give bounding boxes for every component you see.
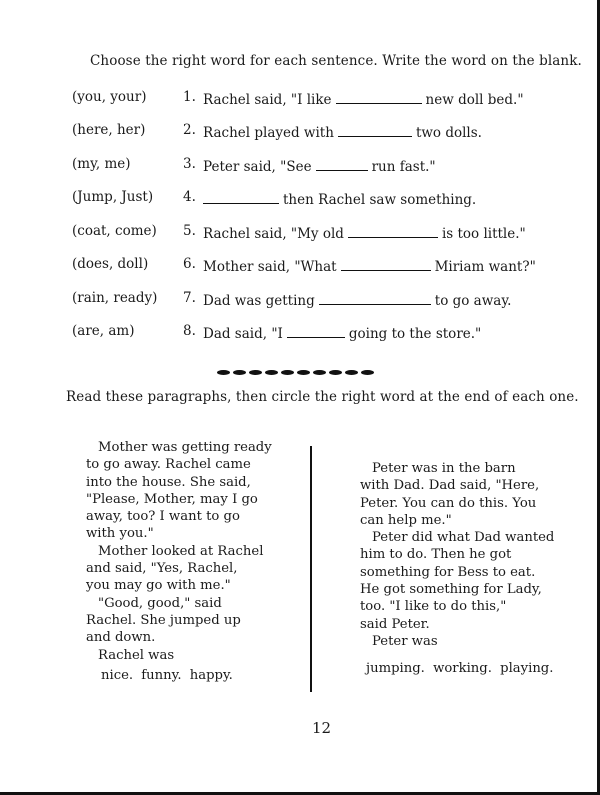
exercise-item-2 — [0, 122, 600, 142]
item-number: 2. — [183, 122, 196, 138]
story-line: with you." — [86, 526, 154, 542]
exercise-item-8 — [0, 323, 600, 343]
word-options: (does, doll) — [72, 256, 149, 272]
story-line: said Peter. — [360, 616, 430, 632]
item-number: 7. — [183, 290, 196, 306]
answer-blank[interactable] — [319, 290, 431, 305]
sentence-start: Peter said, "See — [203, 159, 312, 175]
sentence-start: Mother said, "What — [203, 259, 337, 275]
story-prompt: Rachel was — [98, 647, 175, 663]
story-line: Mother was getting ready — [98, 440, 272, 455]
story-line: and said, "Yes, Rachel, — [86, 561, 238, 577]
story-line: Peter did what Dad wanted — [372, 530, 555, 546]
sentence-end: is too little." — [441, 226, 526, 242]
answer-blank[interactable] — [338, 122, 412, 137]
story-line: with Dad. Dad said, "Here, — [360, 478, 540, 494]
item-number: 6. — [183, 256, 196, 272]
story-line: Rachel. She jumped up — [86, 612, 241, 628]
column-divider — [310, 446, 312, 692]
left-answer-choices[interactable]: nice. funny. happy. — [101, 668, 233, 683]
sentence-start: Rachel played with — [203, 125, 334, 141]
story-line: to go away. Rachel came — [86, 457, 251, 473]
story-line: and down. — [86, 630, 156, 646]
exercise-item-6 — [0, 256, 600, 276]
right-answer-choices[interactable]: jumping. working. playing. — [366, 661, 554, 676]
story-line: "Please, Mother, may I go — [86, 491, 258, 507]
sentence-end: Miriam want?" — [434, 259, 536, 275]
sentence-start: Dad said, "I — [203, 326, 283, 342]
story-line: into the house. She said, — [86, 474, 251, 490]
answer-blank[interactable] — [316, 156, 368, 171]
story-line: you may go with me." — [86, 578, 231, 594]
story-line: too. "I like to do this," — [360, 599, 507, 615]
sentence-end: two dolls. — [415, 125, 482, 141]
answer-blank[interactable] — [341, 256, 431, 271]
word-options: (coat, come) — [72, 223, 157, 239]
decorative-separator — [217, 370, 374, 375]
sentence-end: then Rachel saw something. — [283, 192, 477, 208]
sentence-end: to go away. — [434, 293, 512, 309]
story-line: Peter. You can do this. You — [360, 495, 537, 511]
right-story — [360, 460, 554, 650]
word-options: (here, her) — [72, 122, 146, 138]
story-line: Peter was in the barn — [372, 461, 516, 476]
answer-blank[interactable] — [287, 323, 345, 338]
item-number: 4. — [183, 189, 196, 205]
word-options: (rain, ready) — [72, 290, 158, 306]
story-line: away, too? I want to go — [86, 509, 240, 525]
exercise-item-5 — [0, 223, 600, 243]
story-line: him to do. Then he got — [360, 547, 512, 563]
word-options: (you, your) — [72, 89, 147, 105]
exercise-item-4 — [0, 189, 600, 209]
story-line: something for Bess to eat. — [360, 564, 536, 580]
answer-blank[interactable] — [203, 189, 279, 204]
item-number: 3. — [183, 156, 196, 172]
word-options: (Jump, Just) — [72, 189, 154, 205]
story-line: Mother looked at Rachel — [98, 543, 264, 559]
exercise-item-7 — [0, 290, 600, 310]
story-line: can help me." — [360, 512, 452, 528]
sentence-end: new doll bed." — [425, 92, 524, 108]
item-number: 1. — [183, 89, 196, 105]
item-number: 8. — [183, 323, 196, 339]
page-number: 12 — [312, 719, 332, 737]
answer-blank[interactable] — [336, 89, 422, 104]
answer-blank[interactable] — [348, 223, 438, 238]
sentence-end: run fast." — [371, 159, 436, 175]
word-options: (my, me) — [72, 156, 131, 172]
sentence-start: Rachel said, "I like — [203, 92, 332, 108]
item-number: 5. — [183, 223, 196, 239]
sentence-end: going to the store." — [348, 326, 482, 342]
sentence-start: Dad was getting — [203, 293, 315, 309]
story-line: He got something for Lady, — [360, 582, 542, 598]
word-options: (are, am) — [72, 323, 135, 339]
part1-instruction: Choose the right word for each sentence. Write the word on the blank. — [90, 53, 582, 69]
exercise-item-3 — [0, 156, 600, 176]
sentence-start: Rachel said, "My old — [203, 226, 344, 242]
exercise-item-1 — [0, 89, 600, 109]
story-line: "Good, good," said — [98, 595, 222, 611]
part2-instruction: Read these paragraphs, then circle the right word at the end of each one. — [66, 389, 579, 405]
story-prompt: Peter was — [372, 633, 438, 649]
left-story — [86, 439, 272, 664]
